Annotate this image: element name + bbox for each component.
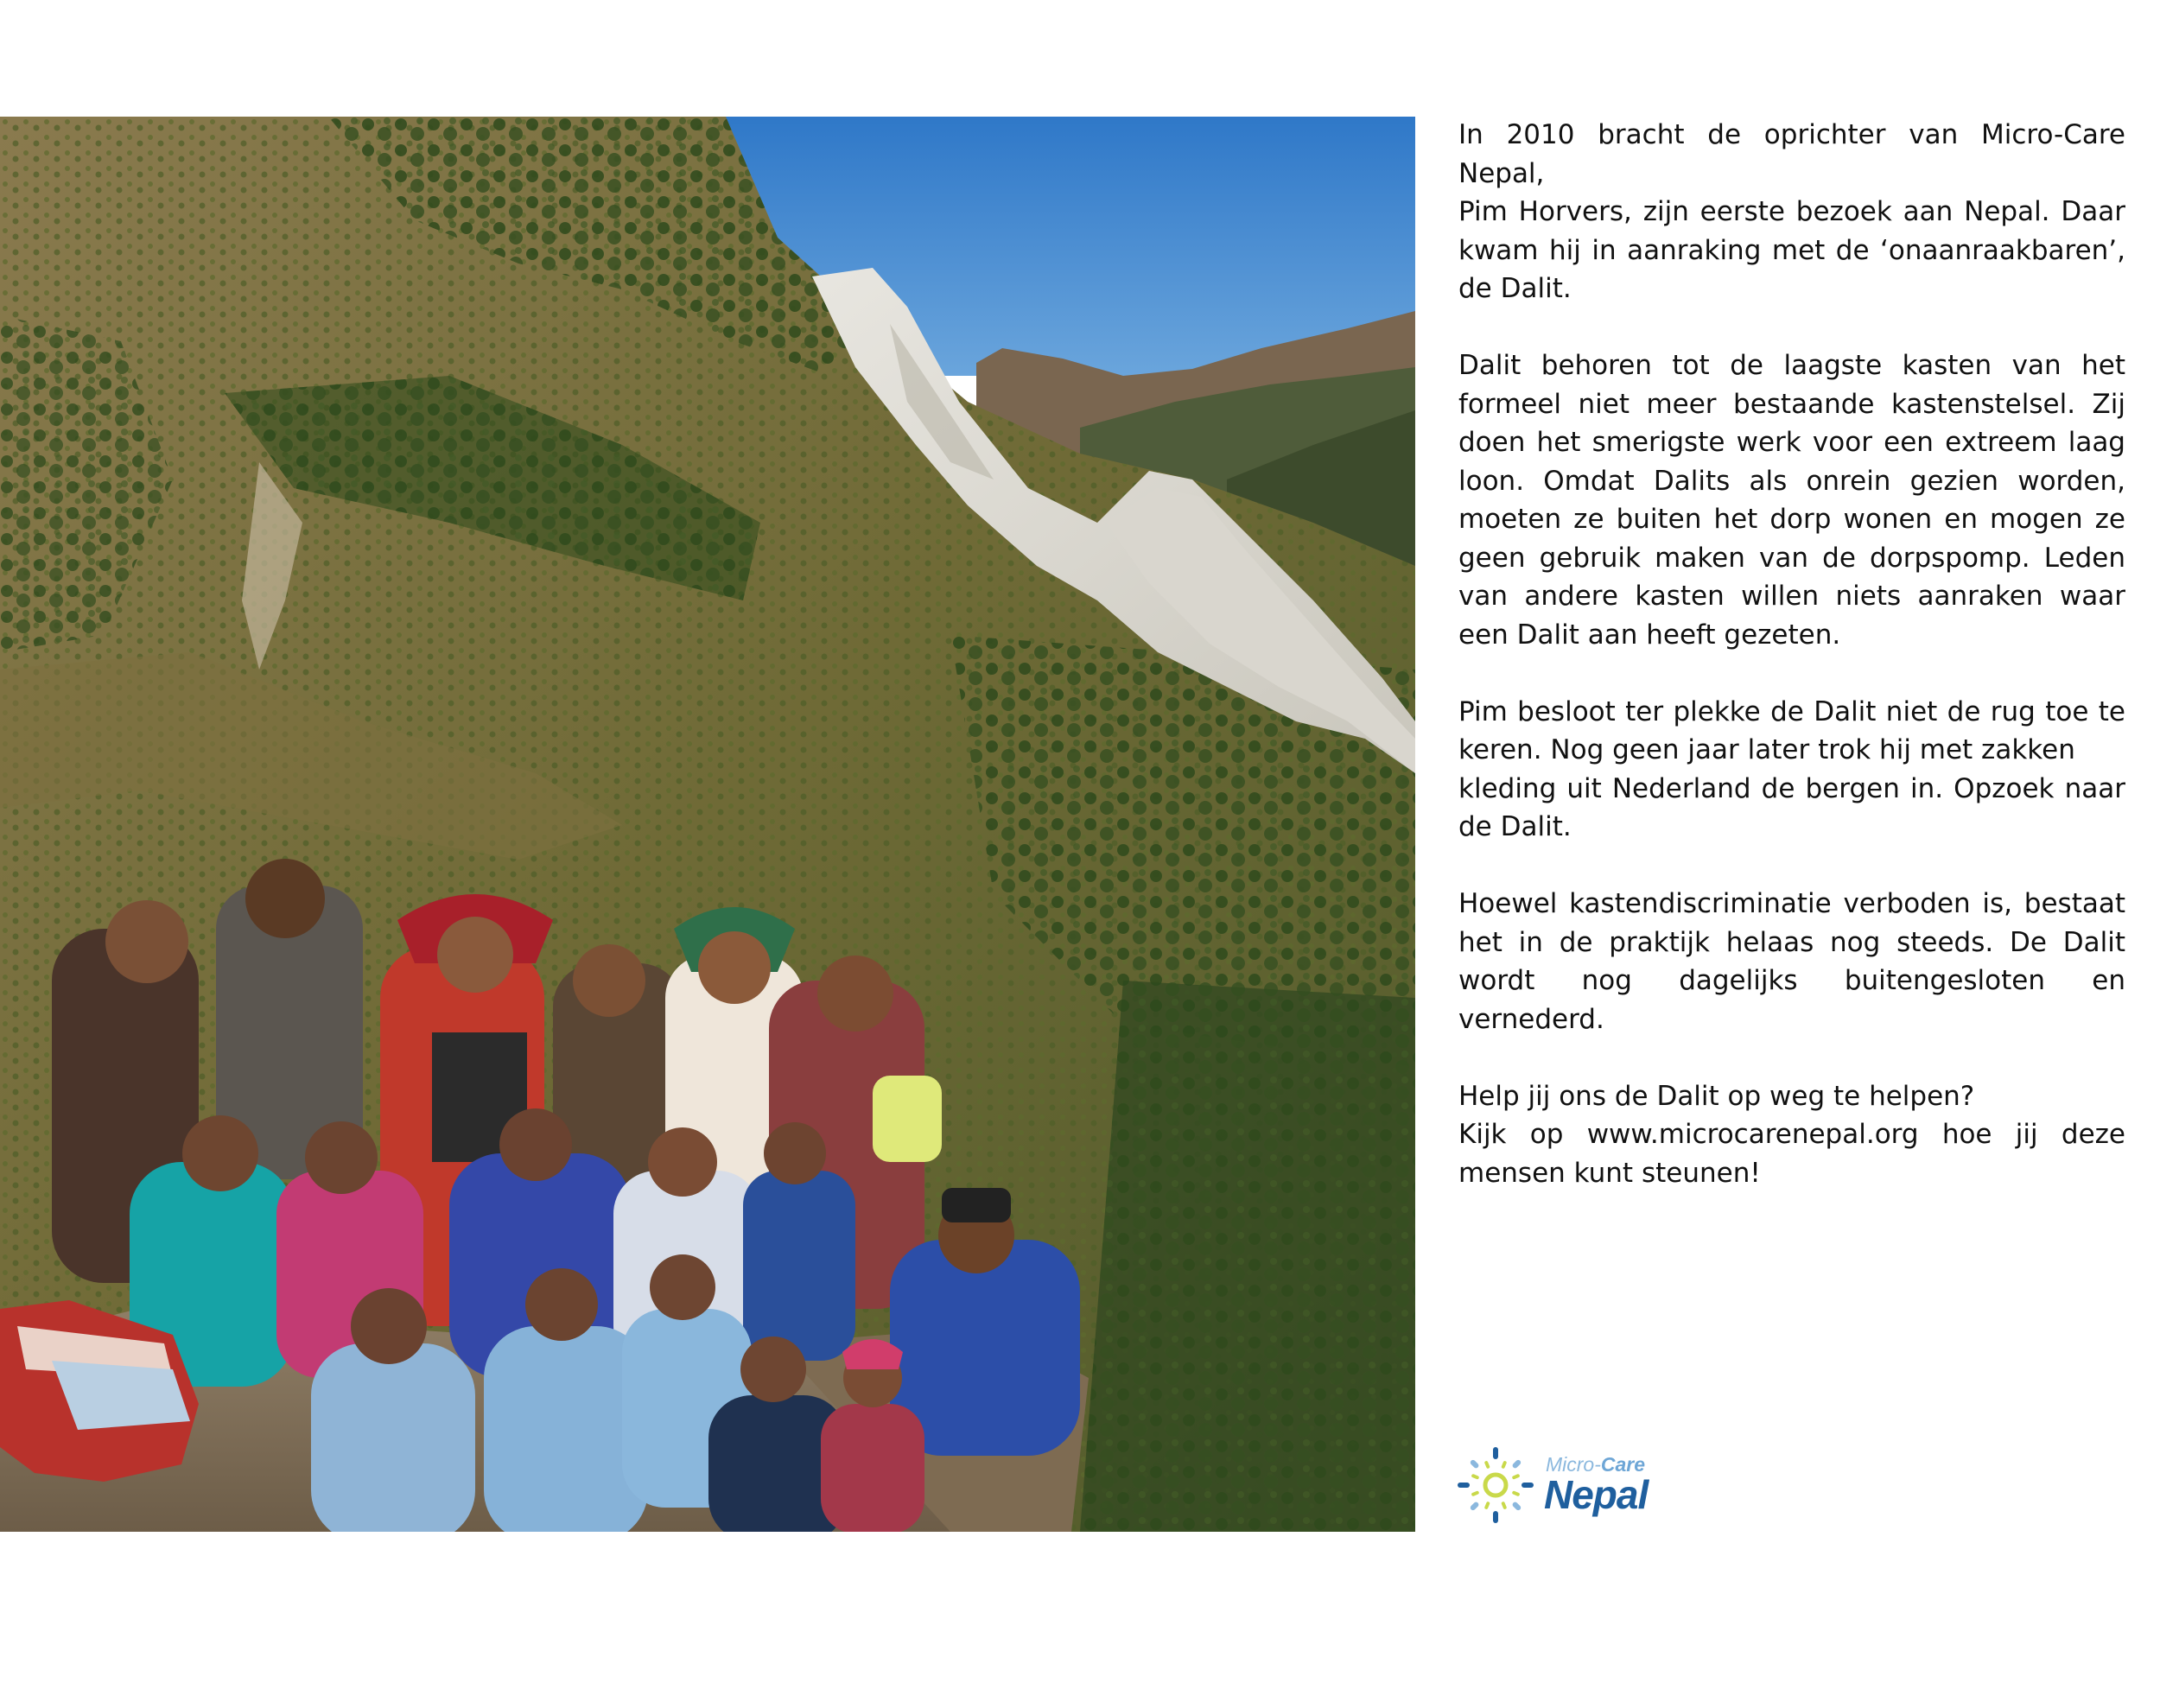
call-to-action-question: Help jij ons de Dalit op weg te helpen? [1458, 1080, 1975, 1112]
paragraph-intro-line-1: In 2010 bracht de oprichter van Micro-Care Nepal, [1458, 119, 2125, 189]
paragraph-discrimination: Hoewel kastendiscriminatie verboden is, bestaat het in de praktijk helaas nog steeds. De Dalit wordt nog dagelijks buitengesloten en vernederd. [1458, 888, 2125, 1035]
paragraph-pim-line-2: keren. Nog geen jaar later trok hij met zakken [1458, 734, 2075, 765]
paragraph-intro-line-4: de Dalit. [1458, 273, 1572, 304]
paragraph-pim-decision [1458, 693, 2125, 847]
group-photo-image [0, 117, 1415, 1532]
logo-micro-text: Micro- [1546, 1453, 1601, 1476]
paragraph-call-to-action [1458, 1077, 2125, 1193]
micro-care-nepal-logo [1455, 1443, 1654, 1526]
group-photo [0, 117, 1415, 1532]
paragraph-pim-line-3: kleding uit Nederland de bergen in. Opzoek naar [1458, 772, 2125, 804]
paragraph-pim-line-4: de Dalit. [1458, 811, 1572, 842]
logo-care-text: Care [1600, 1453, 1646, 1476]
logo-nepal-text: Nepal [1544, 1472, 1649, 1517]
paragraph-intro [1458, 116, 2125, 308]
paragraph-intro-line-3: kwam hij in aanraking met de ‘onaanraakbaren’, [1458, 234, 2125, 266]
call-to-action-website: Kijk op www.microcarenepal.org hoe jij deze mensen kunt steunen! [1458, 1119, 2125, 1189]
sun-icon [1455, 1444, 1536, 1526]
article-text [1458, 116, 2125, 1231]
paragraph-intro-line-2: Pim Horvers, zijn eerste bezoek aan Nepal. Daar [1458, 196, 2125, 227]
paragraph-dalit-caste: Dalit behoren tot de laagste kasten van het formeel niet meer bestaande kastenstelsel. Zij doen het smerigste werk voor een extreem laag loon. Omdat Dalits als onrein gezien worden, moeten ze buiten het dorp wonen en mogen ze geen gebruik maken van de dorpspomp. Leden van andere kasten willen niets aanraken waar een Dalit aan heeft gezeten. [1458, 350, 2125, 651]
paragraph-pim-line-1: Pim besloot ter plekke de Dalit niet de rug toe te [1458, 695, 2125, 727]
